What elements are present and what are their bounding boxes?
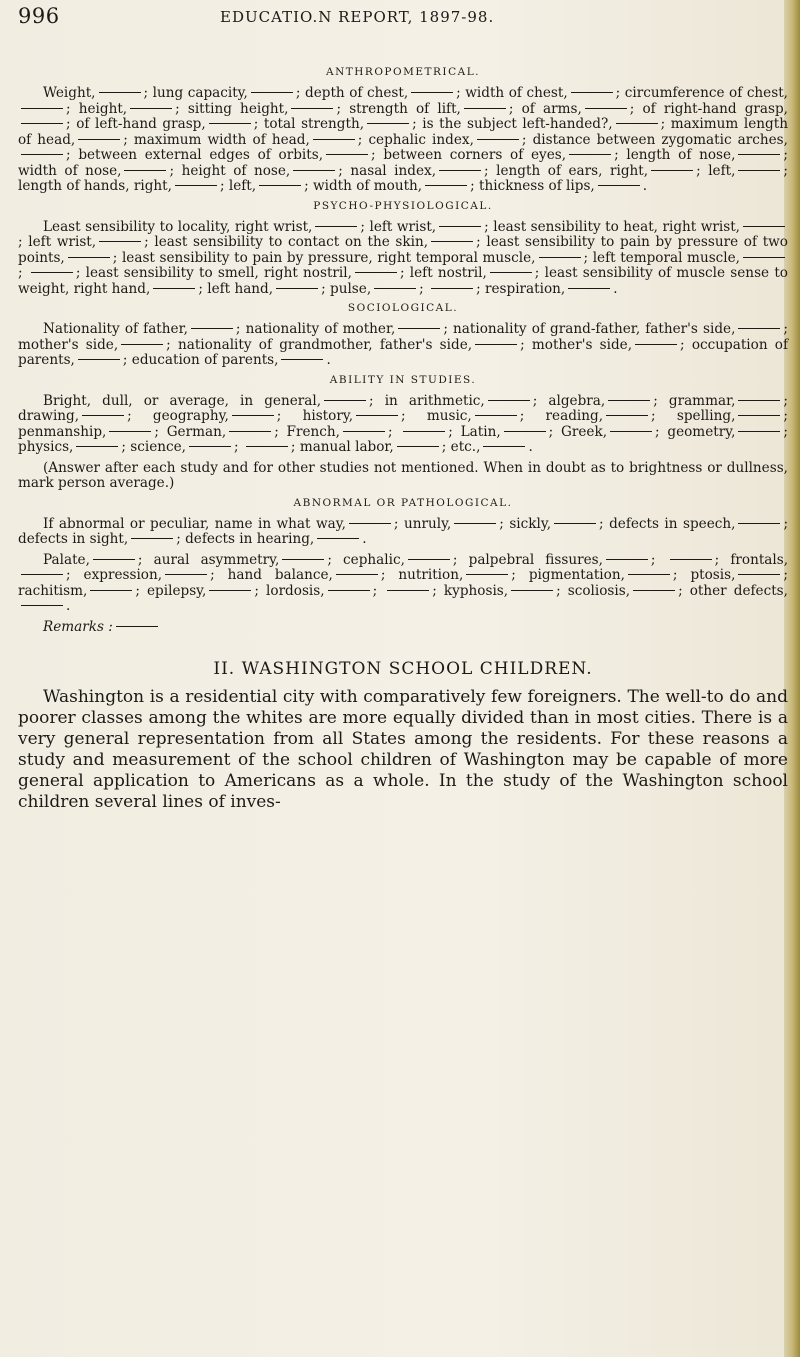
field-label: least sensibility to pain by pressure, right temporal muscle, <box>121 249 536 266</box>
field-label: palpebral fissures, <box>468 551 603 568</box>
answer-blank <box>356 415 398 416</box>
answer-blank <box>431 241 473 242</box>
field-label: spelling, <box>676 408 736 424</box>
field-label: Palate, <box>43 551 90 568</box>
field-label: If abnormal or peculiar, name in what way, <box>43 515 346 532</box>
answer-blank <box>738 170 780 171</box>
answer-blank <box>78 359 120 360</box>
answer-blank <box>488 400 530 401</box>
answer-blank <box>93 559 135 560</box>
answer-blank <box>21 574 63 575</box>
field-label: hand balance, <box>227 567 333 583</box>
field-label: kyphosis, <box>443 582 509 599</box>
field-label: Weight, <box>43 85 96 101</box>
section-title-psycho-physiological: PSYCHO-PHYSIOLOGICAL. <box>313 199 493 212</box>
field-label: expression, <box>83 567 163 583</box>
field-label: etc., <box>450 439 481 455</box>
field-label: between corners of eyes, <box>383 147 567 163</box>
field-label: geometry, <box>667 423 736 440</box>
field-label: defects in sight, <box>18 531 129 547</box>
answer-blank <box>116 626 158 627</box>
field-label: drawing, <box>18 408 80 424</box>
answer-blank <box>743 226 785 227</box>
section-title-sociological: SOCIOLOGICAL. <box>347 302 459 314</box>
answer-blank <box>165 574 207 575</box>
answer-blank <box>336 574 378 575</box>
answer-blank <box>78 139 120 140</box>
answer-blank <box>408 559 450 560</box>
answer-blank <box>571 92 613 93</box>
answer-blank <box>425 185 467 186</box>
answer-blank <box>317 538 359 539</box>
form-paragraph: Nationality of father, ; nationality of mother, ; nationality of grand-father, father's side, ; mother's side, ; nationality of grandmother, father's side, ; mother's side, ; occupation of parents, ; education of parents, . <box>18 321 789 368</box>
field-label: frontals, <box>730 551 789 568</box>
answer-blank <box>326 154 368 155</box>
answer-blank <box>738 523 780 524</box>
form-end-punctuation: . <box>326 352 331 368</box>
answer-blank <box>349 523 391 524</box>
answer-blank <box>554 523 596 524</box>
field-label: scoliosis, <box>567 582 631 599</box>
field-label: nationality of mother, <box>245 321 396 337</box>
answer-blank <box>31 272 73 273</box>
answer-blank <box>175 185 217 186</box>
answer-blank <box>251 92 293 93</box>
field-label: of arms, <box>521 100 582 117</box>
field-label: thickness of lips, <box>479 178 595 194</box>
answer-blank <box>743 257 785 258</box>
answer-blank <box>738 400 780 401</box>
field-label: maximum length of head, <box>18 116 788 148</box>
answer-blank <box>328 590 370 591</box>
answer-blank <box>124 170 166 171</box>
field-label: education of parents, <box>131 352 279 368</box>
answer-blank <box>246 446 288 447</box>
field-label: epilepsy, <box>147 582 207 599</box>
form-end-punctuation: . <box>613 280 618 297</box>
answer-blank <box>411 92 453 93</box>
answer-blank <box>454 523 496 524</box>
field-label: least sensibility to smell, right nostril, <box>85 265 352 281</box>
section-title-anthropometrical: ANTHROPOMETRICAL. <box>325 66 481 78</box>
field-label: physics, <box>18 439 74 455</box>
answer-blank <box>281 359 323 360</box>
field-label: length of nose, <box>626 147 736 163</box>
answer-blank <box>153 288 195 289</box>
field-label: height, <box>78 100 128 117</box>
field-label: manual labor, <box>299 439 394 455</box>
answer-blank <box>21 154 63 155</box>
answer-blank <box>398 328 440 329</box>
answer-blank <box>504 431 546 432</box>
field-label: aural asymmetry, <box>153 551 280 568</box>
answer-blank <box>477 139 519 140</box>
field-label: German, <box>166 423 227 440</box>
form-end-punctuation: . <box>642 178 648 194</box>
field-label: least sensibility to heat, right wrist, <box>493 218 741 235</box>
field-label: length of ears, right, <box>496 162 649 179</box>
answer-blank <box>387 590 429 591</box>
field-label: maximum width of head, <box>133 131 310 148</box>
field-label: science, <box>130 439 186 455</box>
field-label: respiration, <box>484 280 566 297</box>
field-label: total strength, <box>263 116 365 132</box>
field-label: defects in hearing, <box>185 531 315 547</box>
answer-blank <box>738 154 780 155</box>
field-label: cephalic, <box>343 551 405 568</box>
field-label: Nationality of father, <box>43 321 188 337</box>
field-label: least sensibility to contact on the skin, <box>154 234 429 250</box>
field-label: reading, <box>545 408 604 424</box>
answer-blank <box>21 108 63 109</box>
answer-blank <box>628 574 670 575</box>
field-label: left wrist, <box>369 218 437 235</box>
field-label: penmanship, <box>18 423 107 440</box>
answer-blank <box>209 123 251 124</box>
field-label: occupation of parents, <box>18 336 789 368</box>
field-label: sitting height, <box>187 100 289 117</box>
field-label: French, <box>286 423 340 440</box>
field-label: grammar, <box>668 392 736 409</box>
answer-blank <box>606 559 648 560</box>
field-label: width of mouth, <box>312 178 423 194</box>
running-head: EDUCATIO.N REPORT, 1897-98. <box>220 8 495 26</box>
answer-blank <box>439 226 481 227</box>
form-paragraph: If abnormal or peculiar, name in what way, ; unruly, ; sickly, ; defects in speech, ; defects in sight, ; defects in hearing, . <box>18 515 789 547</box>
answer-blank <box>490 272 532 273</box>
field-label: algebra, <box>548 392 606 409</box>
field-label: least sensibility of muscle sense to weight, right hand, <box>18 265 788 297</box>
answer-blank <box>397 446 439 447</box>
answer-blank <box>291 108 333 109</box>
answer-blank <box>76 446 118 447</box>
form-end-punctuation: . <box>528 439 533 455</box>
field-label: mother's side, <box>531 336 633 353</box>
field-label: in arithmetic, <box>384 392 485 409</box>
answer-blank <box>738 574 780 575</box>
field-label: ptosis, <box>690 567 736 583</box>
field-label: left, <box>228 178 257 194</box>
answer-blank <box>21 123 63 124</box>
answer-blank <box>738 328 780 329</box>
field-label: of right-hand grasp, <box>642 100 788 117</box>
answer-blank <box>374 288 416 289</box>
field-label: left wrist, <box>28 234 97 250</box>
answer-blank <box>670 559 712 560</box>
answer-blank <box>608 400 650 401</box>
field-label: pigmentation, <box>528 567 625 583</box>
form-paragraph: Least sensibility to locality, right wrist, ; left wrist, ; least sensibility to heat, right wrist,; left wrist, ; least sensibility to contact on the skin, ; least sensibility to pain by pressure of two points, ; least sensibility to pain by pressure, right temporal muscle, ; left temporal muscle,; ; least sensibility to smell, right nostril, ; left nostril, ; least sensibility of muscle sense to weight, right hand, ; left hand, ; pulse, ; ; respiration, . <box>18 218 788 297</box>
answer-blank <box>475 344 517 345</box>
field-label: height of nose, <box>181 162 291 179</box>
answer-blank <box>82 415 124 416</box>
answer-blank <box>403 431 445 432</box>
answer-blank <box>610 431 652 432</box>
field-label: left temporal muscle, <box>592 249 740 266</box>
field-label: Least sensibility to locality, right wrist, <box>43 218 313 235</box>
answer-blank <box>315 226 357 227</box>
answer-blank <box>431 288 473 289</box>
answer-blank <box>568 288 610 289</box>
field-label: is the subject left-handed?, <box>422 116 613 132</box>
answer-blank <box>232 415 274 416</box>
field-label: rachitism, <box>18 582 88 599</box>
answer-blank <box>99 241 141 242</box>
field-label: between external edges of orbits, <box>78 147 324 163</box>
form-end-punctuation: . <box>362 531 367 547</box>
answer-blank <box>229 431 271 432</box>
field-label: defects in speech, <box>609 515 736 532</box>
field-label: width of nose, <box>18 162 122 179</box>
answer-blank <box>90 590 132 591</box>
answer-blank <box>738 431 780 432</box>
answer-blank <box>616 123 658 124</box>
field-label: nasal index, <box>350 162 437 179</box>
answer-blank <box>276 288 318 289</box>
answer-blank <box>569 154 611 155</box>
field-label: lung capacity, <box>152 85 248 101</box>
field-label: distance between zygomatic arches, <box>532 131 788 148</box>
answer-blank <box>633 590 675 591</box>
answer-blank <box>209 590 251 591</box>
form-end-punctuation: . <box>66 598 71 614</box>
answer-blank <box>99 92 141 93</box>
part-title: II. WASHINGTON SCHOOL CHILDREN. <box>213 659 593 679</box>
field-label: nutrition, <box>398 567 464 583</box>
answer-blank <box>511 590 553 591</box>
answer-blank <box>130 108 172 109</box>
remarks-label: Remarks : <box>43 618 113 635</box>
intro-paragraph: Washington is a residential city with comparatively few foreigners. The well-to do and poorer classes among the whites are more equally divided than in most cities. There is a very general representation from all States among the residents. For these reasons a study and measurement of the school children of Washington may be capable of more general application to Americans as a whole. In the study of the Washington school children several lines of inves- <box>18 687 788 812</box>
field-label: of left-hand grasp, <box>76 116 206 132</box>
field-label: left, <box>708 162 736 179</box>
section-note: (Answer after each study and for other studies not mentioned. When in doubt as to brightness or dullness, mark person average.) <box>18 459 788 491</box>
field-label: lordosis, <box>266 582 325 599</box>
field-label: pulse, <box>330 280 372 297</box>
field-label: nationality of grandmother, father's side, <box>177 336 473 353</box>
section-title-abnormal-or-pathological: ABNORMAL OR PATHOLOGICAL. <box>293 496 513 509</box>
answer-blank <box>282 559 324 560</box>
answer-blank <box>324 400 366 401</box>
answer-blank <box>598 185 640 186</box>
field-label: nationality of grand-father, father's side, <box>453 321 736 337</box>
answer-blank <box>191 328 233 329</box>
answer-blank <box>635 344 677 345</box>
answer-blank <box>367 123 409 124</box>
answer-blank <box>121 344 163 345</box>
field-label: history, <box>302 408 354 424</box>
answer-blank <box>21 605 63 606</box>
field-label: circumference of chest, <box>624 85 788 101</box>
answer-blank <box>189 446 231 447</box>
answer-blank <box>464 108 506 109</box>
answer-blank <box>651 170 693 171</box>
answer-blank <box>355 272 397 273</box>
field-label: left nostril, <box>409 265 487 281</box>
field-label: length of hands, right, <box>18 178 172 194</box>
field-label: unruly, <box>403 515 452 532</box>
field-label: depth of chest, <box>305 85 409 101</box>
answer-blank <box>439 170 481 171</box>
page-number: 996 <box>18 4 60 28</box>
field-label: sickly, <box>509 515 552 532</box>
field-label: cephalic index, <box>368 131 474 148</box>
answer-blank <box>313 139 355 140</box>
answer-blank <box>606 415 648 416</box>
field-label: geography, <box>152 408 229 424</box>
field-label: Latin, <box>460 423 501 440</box>
answer-blank <box>68 257 110 258</box>
answer-blank <box>259 185 301 186</box>
section-title-ability-in-studies: ABILITY IN STUDIES. <box>329 373 477 386</box>
field-label: least sensibility to pain by pressure of two points, <box>18 234 788 266</box>
form-content <box>18 62 788 813</box>
field-label: Greek, <box>561 423 608 440</box>
form-paragraph: Bright, dull, or average, in general, ; in arithmetic, ; algebra, ; grammar, ; drawing, ; geography, ; history, ; music, ; reading, ; spelling, ; penmanship, ; German, ; French, ; ; Latin, ; Greek, ; geometry, ; physics, ; science, ; ; manual labor, ; etc., . <box>18 392 788 455</box>
field-label: music, <box>426 408 472 424</box>
answer-blank <box>343 431 385 432</box>
answer-blank <box>466 574 508 575</box>
remarks-line <box>18 620 788 636</box>
form-paragraph: Palate, ; aural asymmetry, ; cephalic, ; palpebral fissures, ; ; frontals,; expression, ; hand balance, ; nutrition, ; pigmentation, ; ptosis, ; rachitism, ; epilepsy, ; lordosis, ; ; kyphosis, ; scoliosis, ; other defects,. <box>18 551 789 614</box>
page-header <box>0 0 800 36</box>
answer-blank <box>131 538 173 539</box>
field-label: width of chest, <box>465 85 568 101</box>
field-label: left hand, <box>207 280 274 297</box>
field-label: strength of lift, <box>349 100 461 117</box>
answer-blank <box>585 108 627 109</box>
answer-blank <box>738 415 780 416</box>
answer-blank <box>475 415 517 416</box>
answer-blank <box>293 170 335 171</box>
field-label: other defects, <box>689 582 788 599</box>
answer-blank <box>483 446 525 447</box>
answer-blank <box>539 257 581 258</box>
form-paragraph: Weight, ; lung capacity, ; depth of chest, ; width of chest, ; circumference of chest,; height, ; sitting height, ; strength of lift, ; of arms, ; of right-hand grasp,; of left-hand grasp, ; total strength, ; is the subject left-handed?, ; maximum length of head, ; maximum width of head, ; cephalic index, ; distance between zygomatic arches,; between external edges of orbits, ; between corners of eyes, ; length of nose, ; width of nose, ; height of nose, ; nasal index, ; length of ears, right, ; left, ; length of hands, right, ; left, ; width of mouth, ; thickness of lips, . <box>18 85 789 194</box>
field-label: mother's side, <box>18 336 119 353</box>
field-label: Bright, dull, or average, in general, <box>43 392 322 409</box>
answer-blank <box>109 431 151 432</box>
